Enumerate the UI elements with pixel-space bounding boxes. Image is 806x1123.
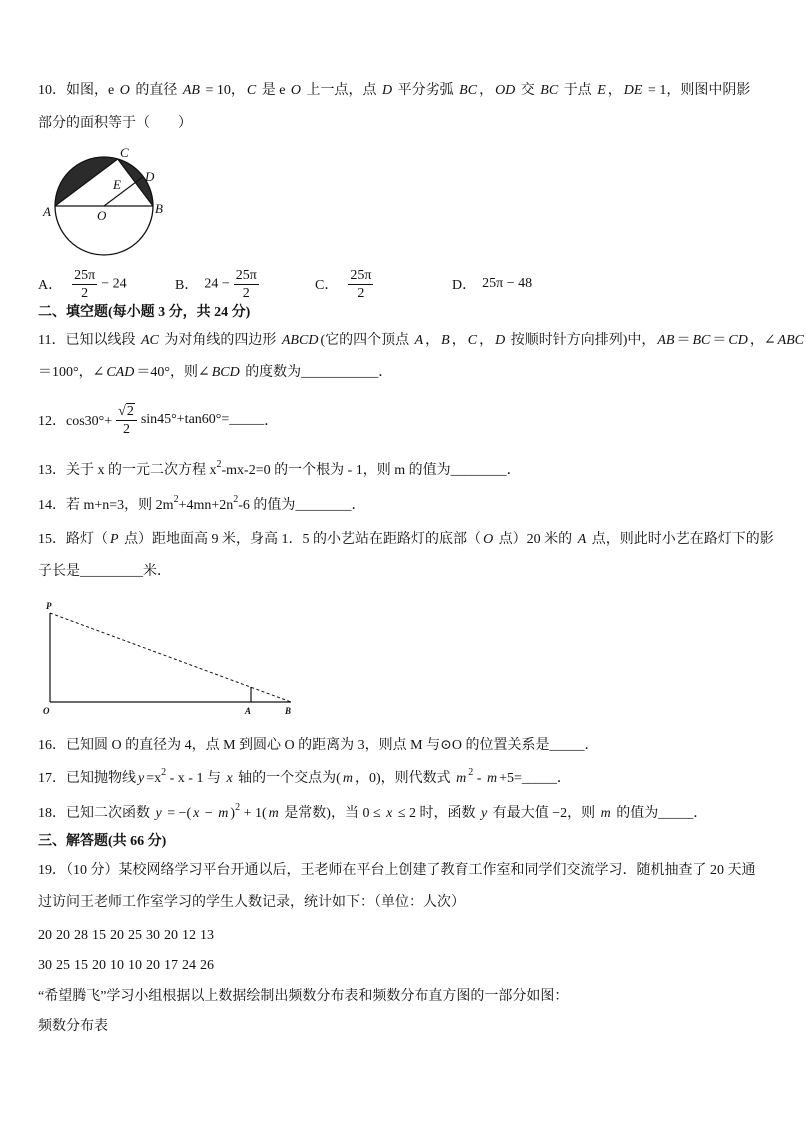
text-run: ＝ [676, 333, 691, 348]
math-variable: C [467, 333, 478, 348]
light-ray-pb [50, 613, 291, 702]
text-run: ． [264, 414, 279, 429]
math-variable: x [193, 806, 200, 821]
text-run: ， [425, 333, 440, 348]
math-variable: D [382, 83, 393, 98]
text-run: ， [479, 333, 494, 348]
data-value: 20 [146, 958, 160, 973]
data-value: 20 [38, 928, 52, 943]
text-run: - [473, 771, 485, 786]
text-run: − [201, 806, 217, 821]
text-run: 14．若 m+n=3，则 2m [38, 498, 174, 513]
text-run: 的度数为 [241, 365, 302, 380]
q19-line-3: “希望腾飞”学习小组根据以上数据绘制出频数分布表和频数分布直方图的一部分如图： [38, 989, 569, 1004]
data-value: 20 [110, 928, 124, 943]
text-run: 16．已知圆 O 的直径为 4，点 M 到圆心 O 的距离为 3，则点 M 与⊙O 的位置关系是 [38, 738, 550, 753]
text-run: 17．已知抛物线 [38, 771, 136, 786]
text-run: 的直径 [131, 83, 181, 98]
math-variable: O [290, 83, 302, 98]
text-run: ， [451, 333, 466, 348]
data-value: 20 [92, 958, 106, 973]
math-variable: BCD [211, 365, 240, 380]
text-run: sin45°+tan60°= [140, 412, 230, 427]
math-variable: m [486, 771, 498, 786]
answer-blank: _________ [80, 564, 143, 579]
fraction-numerator: 25π [235, 267, 257, 283]
q11-line-1 [38, 331, 805, 351]
fraction [116, 403, 137, 438]
data-value: 28 [74, 928, 88, 943]
option-expression [344, 267, 377, 302]
math-variable: BC [692, 333, 711, 348]
text-run: ， [479, 83, 494, 98]
text-run: 15．路灯（ [38, 532, 108, 547]
answer-blank: _____ [229, 412, 265, 427]
math-variable: AB [182, 83, 200, 98]
data-value: 25 [128, 928, 142, 943]
text-run: ， [607, 83, 622, 98]
text-run: 为对角线的四边形 [160, 333, 280, 348]
q15-line-1 [38, 530, 778, 550]
text-run: 点）距地面高 9 米，身高 1．5 的小艺站在距路灯的底部（ [120, 532, 482, 547]
data-value: 24 [182, 958, 196, 973]
text-run: 按顺时针方向排列)中， [507, 333, 656, 348]
answer-blank: ___________ [301, 365, 379, 380]
text-run: 是 e [258, 83, 289, 98]
option-expression [68, 267, 126, 302]
fraction [348, 267, 373, 302]
math-variable: CAD [106, 365, 135, 380]
fraction [72, 267, 97, 302]
fraction-denominator: 2 [123, 421, 130, 437]
text-run: 18．已知二次函数 [38, 806, 154, 821]
text-run: ) [230, 806, 236, 821]
math-variable: DE [623, 83, 643, 98]
q19-line-1: 19．（10 分）某校网络学习平台开通以后，王老师在平台上创建了教育工作室和同学们交流学习．随机抽查了 20 天通 [38, 863, 756, 878]
sqrt-radicand: 2 [126, 403, 134, 419]
math-variable: E [597, 83, 606, 98]
q14-line-1 [38, 496, 778, 516]
text-run: - x - 1 与 [166, 771, 225, 786]
text-run: = −( [163, 806, 192, 821]
option-expression [482, 276, 532, 292]
text-run: 子长是 [38, 564, 80, 579]
text-run: 平分劣弧 [394, 83, 458, 98]
math-variable: BC [459, 83, 478, 98]
q19-data-row-2 [38, 956, 778, 976]
text-run: 轴的一个交点为( [234, 771, 341, 786]
text-run: 上一点，点 [303, 83, 381, 98]
text-run: ≤ 2 时，函数 [394, 806, 480, 821]
math-variable: C [246, 83, 257, 98]
data-value: 13 [200, 928, 214, 943]
text-run: 是常数)，当 0 ≤ [280, 806, 385, 821]
point-label-c: C [120, 145, 129, 160]
text-run: ＝100°，∠ [38, 365, 105, 380]
point-label-o: O [97, 208, 107, 223]
q12-line-1 [38, 400, 778, 440]
text-run: =x [146, 771, 162, 786]
superscript: 2 [216, 459, 222, 471]
math-variable: A [414, 333, 424, 348]
math-variable: m [218, 806, 229, 821]
math-variable: ABCD [281, 333, 319, 348]
data-value: 10 [110, 958, 124, 973]
math-variable: D [495, 333, 506, 348]
point-label-a: A [245, 706, 252, 716]
math-variable: m [600, 806, 611, 821]
text-run: -mx-2=0 的一个根为 - 1，则 m 的值为 [221, 463, 451, 478]
fraction-numerator: 25π [74, 267, 96, 283]
data-value: 25 [56, 958, 70, 973]
q13-line-1 [38, 461, 778, 481]
text-run: 米． [143, 564, 171, 579]
text-run: ，0)，则代数式 [354, 771, 455, 786]
superscript: 2 [233, 494, 239, 506]
math-variable: AB [657, 333, 675, 348]
fraction [234, 267, 259, 302]
math-variable: m [268, 806, 279, 821]
q19-table-caption: 频数分布表 [38, 1019, 108, 1034]
text-run: ＝ [712, 333, 727, 348]
text-run: ． [506, 463, 521, 478]
text-run: 的值为 [612, 806, 659, 821]
math-variable: x [386, 806, 393, 821]
option-b [175, 264, 263, 304]
option-expression [204, 267, 262, 302]
option-a [38, 264, 127, 304]
answer-blank: ________ [450, 463, 507, 478]
answer-blank: _____ [521, 771, 557, 786]
text-run: + 1( [240, 806, 267, 821]
answer-blank: _____ [658, 806, 694, 821]
math-variable: y [138, 771, 145, 786]
option-label: C． [315, 278, 339, 293]
q18-line-1 [38, 804, 778, 824]
text-run: 13．关于 x 的一元二次方程 x [38, 463, 217, 478]
text-run: ． [351, 498, 366, 513]
answer-blank: ________ [295, 498, 352, 513]
math-variable: B [441, 333, 450, 348]
data-value: 30 [38, 958, 52, 973]
text-run: ． [693, 806, 708, 821]
data-value: 15 [92, 928, 106, 943]
text-run: +5= [499, 771, 522, 786]
text-run: 交 [517, 83, 539, 98]
fraction-numerator [116, 403, 137, 421]
text-run: ． [378, 365, 393, 380]
q15-line-2 [38, 562, 778, 582]
math-variable: CD [728, 333, 748, 348]
text-run: 点）20 米的 [495, 532, 576, 547]
text-run: 11．已知以线段 [38, 333, 139, 348]
data-value: 30 [146, 928, 160, 943]
text-run: ，∠ [749, 333, 776, 348]
option-label: D． [452, 278, 477, 293]
segment-od [104, 177, 143, 206]
superscript: 2 [468, 767, 474, 779]
text-run: -6 的值为 [238, 498, 296, 513]
q10-line-2 [38, 114, 778, 134]
fraction-numerator: 25π [350, 267, 372, 283]
q11-line-2 [38, 363, 778, 383]
text-run: 24 − [204, 276, 230, 292]
math-variable: BC [540, 83, 559, 98]
math-variable: P [110, 532, 119, 547]
answer-blank: _____ [549, 738, 585, 753]
text-run: +4mn+2n [178, 498, 234, 513]
math-variable: O [119, 83, 130, 98]
text-run: 12．cos30°+ [38, 414, 113, 429]
math-variable: m [342, 771, 353, 786]
math-variable: x [226, 771, 233, 786]
point-label-o: O [43, 706, 50, 716]
fraction-denominator: 2 [242, 285, 250, 301]
text-run: 有最大值 −2，则 [489, 806, 599, 821]
option-c [315, 264, 377, 304]
math-variable: ABC [777, 333, 805, 348]
point-label-a: A [43, 204, 51, 219]
q10-options [0, 264, 794, 304]
point-label-b: B [155, 201, 163, 216]
math-variable: m [456, 771, 467, 786]
option-label: A． [38, 278, 63, 293]
circle-figure [40, 140, 170, 265]
data-value: 17 [164, 958, 178, 973]
superscript: 2 [173, 494, 179, 506]
math-variable: A [577, 532, 587, 547]
point-label-p: P [46, 601, 52, 611]
q19-data-row-1 [38, 926, 778, 946]
data-value: 10 [128, 958, 142, 973]
fraction-denominator: 2 [81, 285, 89, 301]
fraction-denominator: 2 [357, 285, 365, 301]
point-label-d: D [145, 169, 155, 184]
data-value: 20 [56, 928, 70, 943]
math-variable: O [483, 532, 494, 547]
text-run: 10．如图，e [38, 83, 118, 98]
text-run: 点，则此时小艺在路灯下的影 [588, 532, 774, 547]
text-run: − 24 [101, 276, 127, 292]
text-run: 于点 [560, 83, 596, 98]
math-variable: OD [495, 83, 516, 98]
superscript: 2 [235, 802, 241, 814]
option-label: B． [175, 278, 199, 293]
data-value: 12 [182, 928, 196, 943]
data-value: 20 [164, 928, 178, 943]
section-heading-fill-in: 二、填空题(每小题 3 分，共 24 分) [38, 305, 251, 320]
math-variable: y [155, 806, 162, 821]
data-value: 26 [200, 958, 214, 973]
text-run: ＝40°，则∠ [136, 365, 210, 380]
q10-line-1 [38, 81, 778, 101]
text-run: ． [584, 738, 599, 753]
section-heading-solutions: 三、解答题(共 66 分) [38, 834, 167, 849]
text-run: = 10， [201, 83, 245, 98]
text-run: ． [556, 771, 571, 786]
data-value: 15 [74, 958, 88, 973]
text-run: 部分的面积等于（ ） [38, 116, 192, 131]
streetlight-figure [40, 598, 302, 720]
q19-line-2: 过访问王老师工作室学习的学生人数记录，统计如下：（单位：人次） [38, 895, 465, 910]
text-run: (它的四个顶点 [320, 333, 413, 348]
text-run: 25π − 48 [482, 276, 533, 291]
q17-line-1 [38, 769, 778, 789]
math-variable: AC [140, 333, 159, 348]
math-variable: y [481, 806, 488, 821]
superscript: 2 [161, 767, 167, 779]
option-d [452, 264, 532, 304]
text-run: = 1，则图中阴影 [644, 83, 751, 98]
q16-line-1 [38, 736, 778, 756]
point-label-b: B [285, 706, 292, 716]
point-label-e: E [113, 177, 121, 192]
